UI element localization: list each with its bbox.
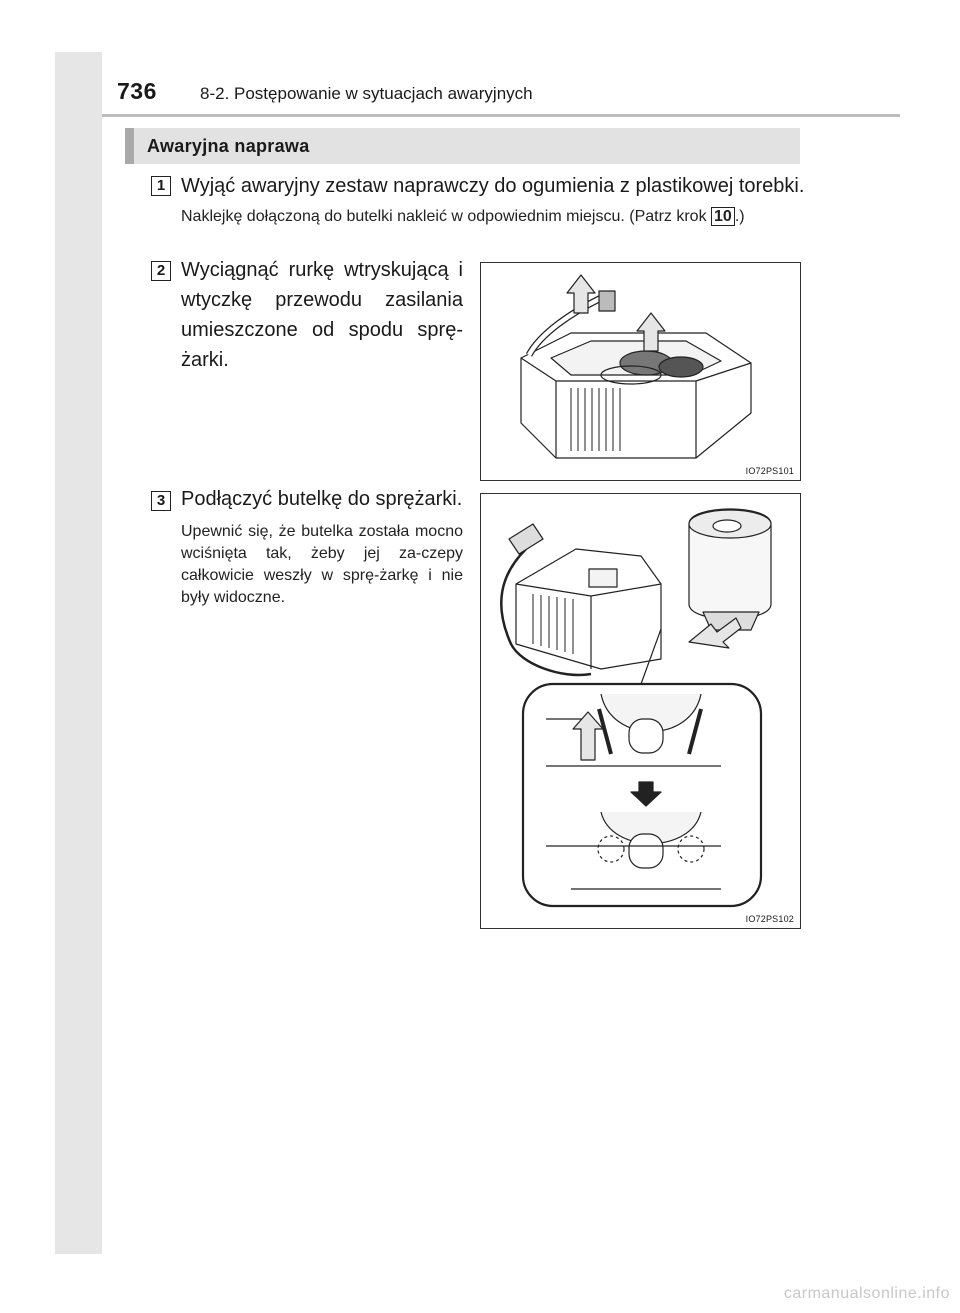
compressor-illustration — [481, 263, 800, 480]
figure-code: IO72PS102 — [745, 914, 794, 924]
bottle-connection-figure — [480, 493, 801, 929]
step-2-number: 2 — [151, 261, 171, 281]
step-1-text: Wyjąć awaryjny zestaw naprawczy do ogumienia z plastikowej torebki. — [181, 175, 805, 197]
step-2-text: Wyciągnąć rurkę wtryskującą i wtyczkę przewodu zasilania umieszczone od spodu sprę-żarki. — [181, 259, 463, 371]
step-1-note-end: .) — [734, 208, 745, 225]
chapter-title: 8-2. Postępowanie w sytuacjach awaryjnych — [200, 84, 533, 103]
side-strip — [55, 52, 102, 1254]
figure-code: IO72PS101 — [745, 466, 794, 476]
step-reference-badge: 10 — [711, 207, 735, 226]
step-3-number: 3 — [151, 491, 171, 511]
step-1-note-text: Naklejkę dołączoną do butelki nakleić w odpowiednim miejscu. (Patrz krok — [181, 208, 707, 225]
page-number: 736 — [117, 78, 157, 104]
step-1-note — [181, 206, 799, 228]
bottle-connection-illustration — [481, 494, 800, 928]
step-3-note: Upewnić się, że butelka została mocno wciśnięta tak, żeby jej za-czepy całkowicie weszły w sprę-żarkę i nie były widoczne. — [181, 523, 463, 606]
compressor-figure — [480, 262, 801, 481]
step-1-number: 1 — [151, 176, 171, 196]
watermark: carmanualsonline.info — [783, 1285, 950, 1302]
section-header — [125, 128, 800, 164]
step-3-text: Podłączyć butelkę do sprężarki. — [181, 488, 463, 510]
header-divider — [102, 114, 900, 117]
section-title: Awaryjna naprawa — [147, 136, 310, 156]
